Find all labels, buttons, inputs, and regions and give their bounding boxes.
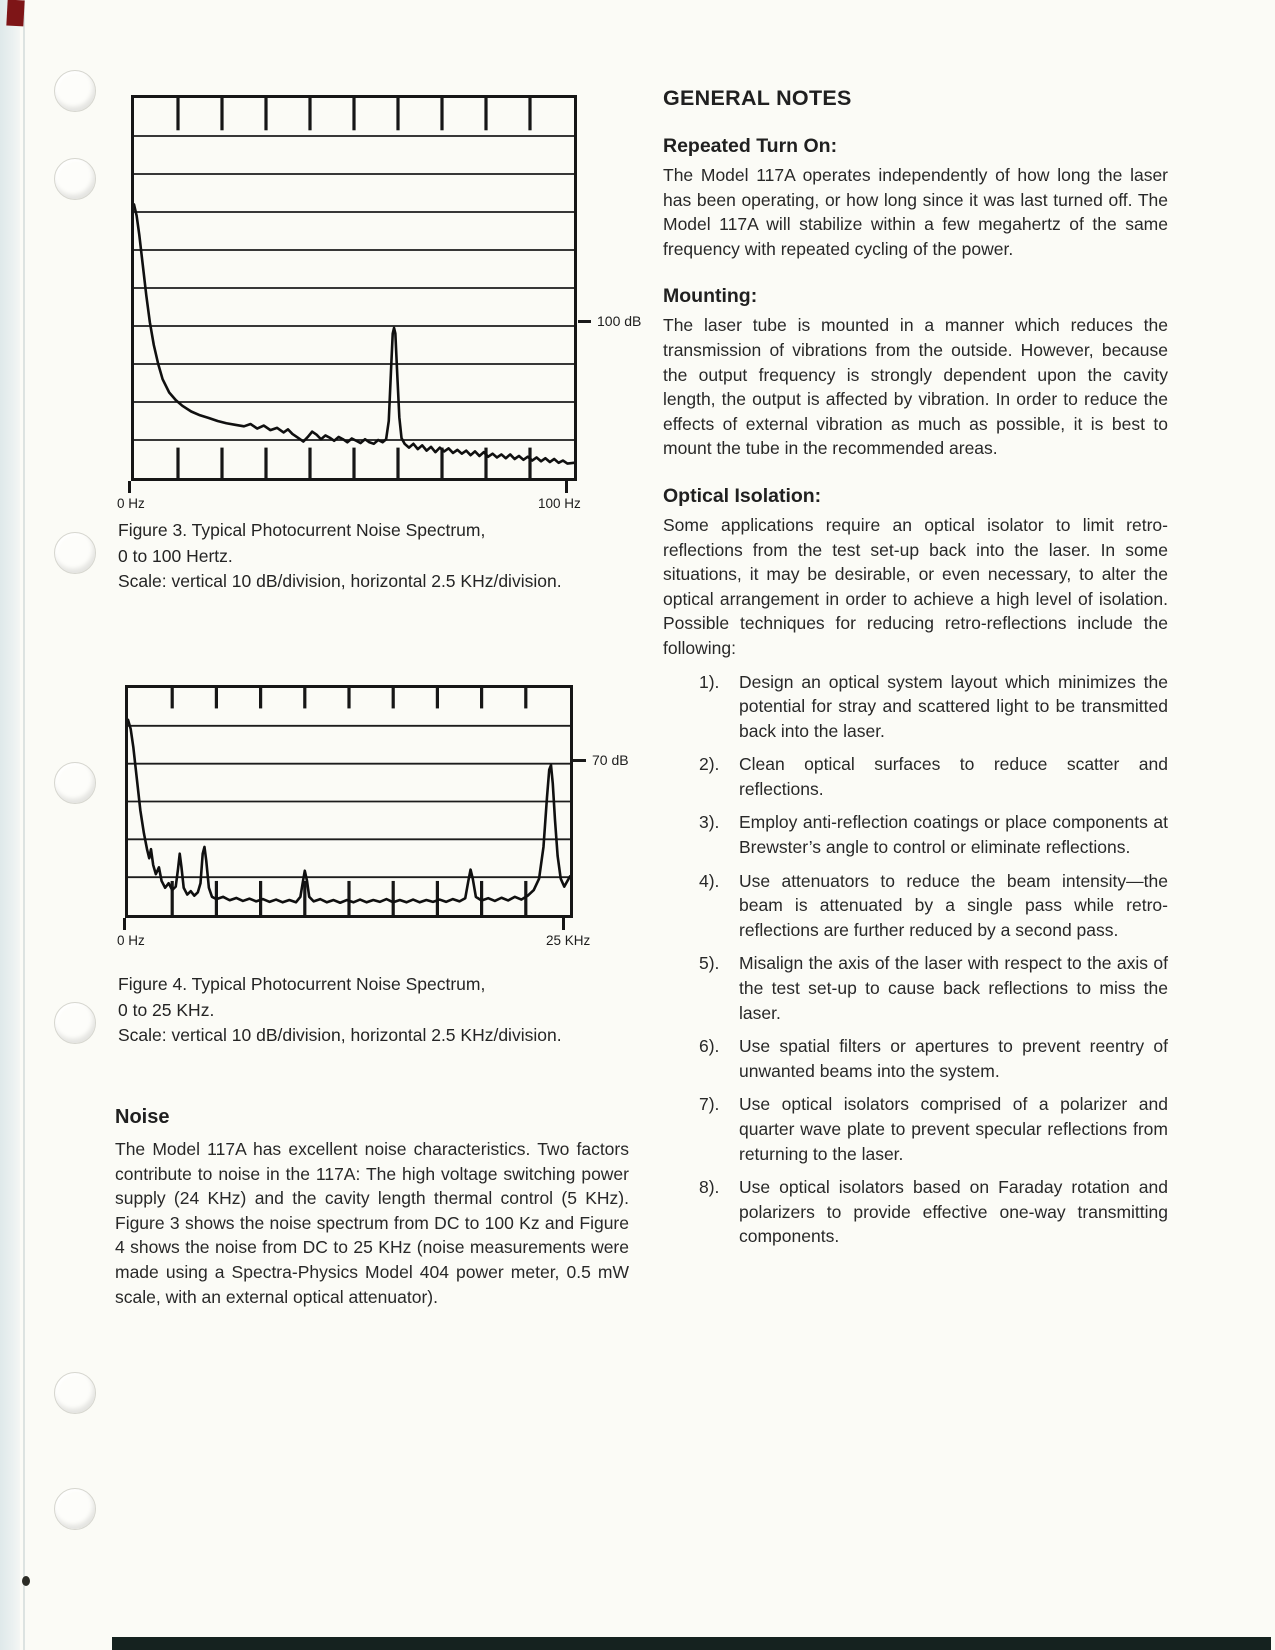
list-item-number: 4). <box>699 870 720 891</box>
punch-hole <box>54 70 96 112</box>
list-item-text: Misalign the axis of the laser with respect to the axis of the test set-up to cause back reflections to miss the laser. <box>739 953 1168 1023</box>
figure3-right-axis-tick <box>565 481 568 493</box>
figure3-db-marker <box>578 313 641 329</box>
noise-section <box>115 1106 629 1309</box>
list-item-text: Use attenuators to reduce the beam intensity—the beam is attenuated by a single pass while retro-reflections are further reduced by a second pass. <box>739 870 1168 940</box>
list-item <box>663 810 1168 859</box>
list-item <box>663 1092 1168 1166</box>
figure4-caption-line3: Scale: vertical 10 dB/division, horizontal 2.5 KHz/division. <box>118 1025 562 1045</box>
figure3-caption-line3: Scale: vertical 10 dB/division, horizontal 2.5 KHz/division. <box>118 571 562 591</box>
list-item-number: 5). <box>699 953 720 974</box>
list-item-text: Use spatial filters or apertures to prevent reentry of unwanted beams into the system. <box>739 1036 1168 1081</box>
punch-hole <box>54 1002 96 1044</box>
list-item <box>663 670 1168 744</box>
figure3-left-axis-tick <box>128 481 131 493</box>
scan-edge-strip <box>0 0 20 1650</box>
figure4-x-right-label: 25 KHz <box>546 933 591 948</box>
list-item-text: Use optical isolators based on Faraday rotation and polarizers to provide effective one-way transmitting components. <box>739 1177 1168 1247</box>
figure3-caption-line2: 0 to 100 Hertz. <box>118 545 233 566</box>
noise-body: The Model 117A has excellent noise characteristics. Two factors contribute to noise in the 117A: The high voltage switching power supply (24 KHz) and the cavity length thermal control (5 KHz). Figure 3 shows the noise spectrum from DC to 100 Kz and Figure 4 shows the noise from DC to 25 KHz (noise measurements were made using a Spectra-Physics Model 404 power meter, 0.5 mW scale, with an external optical attenuator). <box>115 1139 629 1307</box>
figure4-plot <box>128 688 570 915</box>
scan-speck <box>22 1576 30 1586</box>
noise-heading: Noise <box>115 1106 170 1128</box>
repeated-turn-on-heading: Repeated Turn On: <box>663 135 838 157</box>
optical-isolation-heading: Optical Isolation: <box>663 484 822 507</box>
figure4-right-axis-tick <box>562 918 565 930</box>
general-notes-title: GENERAL NOTES <box>663 86 852 110</box>
figure3-caption <box>118 518 634 595</box>
figure4-db-marker <box>573 752 629 768</box>
figure3-x-right-label: 100 Hz <box>538 496 581 511</box>
punch-hole <box>54 762 96 804</box>
red-corner-mark <box>6 0 24 26</box>
list-item-number: 7). <box>699 1094 720 1115</box>
mounting-heading: Mounting: <box>663 285 758 308</box>
punch-hole <box>54 532 96 574</box>
optical-isolation-body: Some applications require an optical isolator to limit retro-reflections from the test set-up back into the laser. In some situations, it may be desirable, or even necessary, to alter the optical arrangement in order to achieve a high level of isolation. Possible techniques for reducing retro-reflections include the following: <box>663 514 1168 658</box>
figure4-caption-line2: 0 to 25 KHz. <box>118 999 215 1020</box>
tick-dash-icon <box>573 759 586 762</box>
figure4-db-label: 70 dB <box>592 752 629 768</box>
tick-dash-icon <box>578 320 591 323</box>
figure3-x-left-label: 0 Hz <box>117 496 145 511</box>
list-item-number: 8). <box>699 1177 720 1198</box>
list-item <box>663 869 1168 943</box>
figure3-chart <box>131 95 577 481</box>
list-item-text: Use optical isolators comprised of a polarizer and quarter wave plate to prevent specular reflections from returning to the laser. <box>739 1094 1168 1164</box>
figure4-chart <box>125 685 573 918</box>
list-item-number: 1). <box>699 671 720 692</box>
list-item-number: 6). <box>699 1036 720 1057</box>
scan-bottom-bar <box>112 1637 1271 1650</box>
list-item-number: 3). <box>699 812 720 833</box>
punch-hole <box>54 1488 96 1530</box>
list-item-text: Employ anti-reflection coatings or place components at Brewster’s angle to control or eliminate reflections. <box>739 812 1168 858</box>
figure4-left-axis-tick <box>123 918 126 930</box>
punch-hole <box>54 158 96 200</box>
mounting-body: The laser tube is mounted in a manner which reduces the transmission of vibrations from the outside. However, because the output frequency is strongly dependent upon the cavity length, the output is affected by vibration. In order to reduce the effects of external vibration as much as possible, it is best to mount the tube in the recommended areas. <box>663 315 1168 459</box>
list-item-number: 2). <box>699 754 720 775</box>
list-item-text: Clean optical surfaces to reduce scatter and reflections. <box>739 754 1168 799</box>
list-item <box>663 752 1168 801</box>
list-item <box>663 1034 1168 1083</box>
list-item <box>663 1175 1168 1249</box>
list-item <box>663 951 1168 1025</box>
figure4-x-left-label: 0 Hz <box>117 933 145 948</box>
list-item-text: Design an optical system layout which minimizes the potential for stray and scattered light to be transmitted back into the laser. <box>739 671 1168 741</box>
figure4-caption-line1: Figure 4. Typical Photocurrent Noise Spectrum, <box>118 974 486 994</box>
general-notes-column <box>663 86 1168 1249</box>
figure4-caption <box>118 972 634 1049</box>
figure3-plot <box>134 98 574 478</box>
figure3-db-label: 100 dB <box>597 313 642 329</box>
repeated-turn-on-body: The Model 117A operates independently of how long the laser has been operating, or how long since it was last turned off. The Model 117A will stabilize within a few megahertz of the same frequency with repeated cycling of the power. <box>663 165 1168 259</box>
figure3-caption-line1: Figure 3. Typical Photocurrent Noise Spectrum, <box>118 520 486 540</box>
punch-hole <box>54 1372 96 1414</box>
scan-edge-line <box>23 0 25 1650</box>
optical-isolation-list <box>663 670 1168 1249</box>
